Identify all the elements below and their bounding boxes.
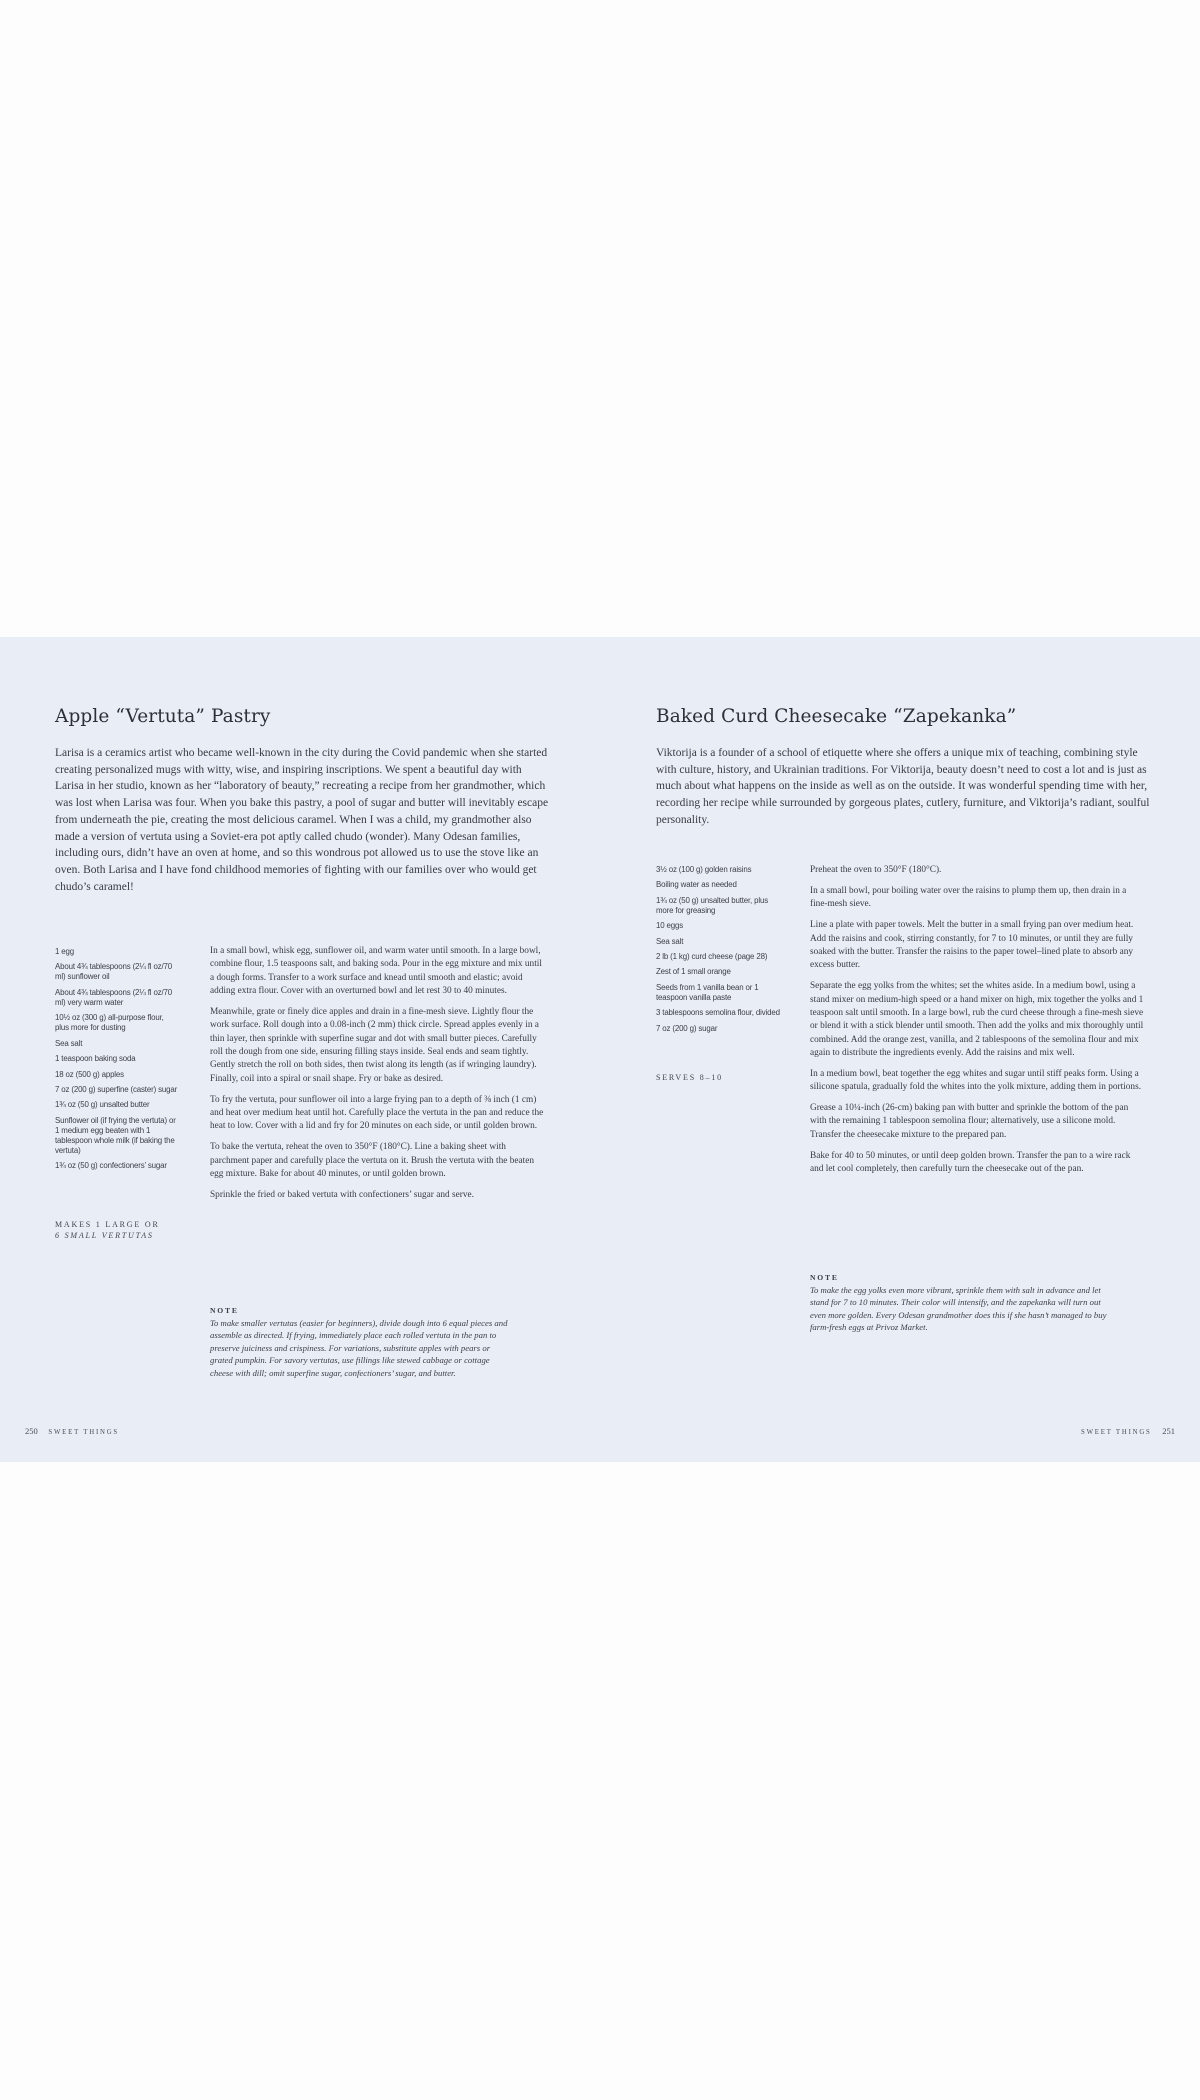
ingredient-item: Sea salt <box>55 1038 83 1048</box>
book-spread <box>0 637 1200 1462</box>
ingredient-item: Seeds from 1 vanilla bean or 1 teaspoon vanilla paste <box>656 982 759 1002</box>
method-step: Separate the egg yolks from the whites; set the whites aside. In a medium bowl, using a stand mixer on medium-high speed or a hand mixer on high, mix together the yolks and 1 teaspoon salt until smooth. In a large bowl, rub the curd cheese through a fine-mesh sieve or blend it with a stick blender until smooth. Then add the yolks and mix thoroughly until combined. Add the orange zest, vanilla, and 2 tablespoons of the semolina flour and mix again to distribute the ingredients evenly. Add the raisins and mix well. <box>810 981 1144 1058</box>
ingredient-item: Sea salt <box>656 936 684 946</box>
method-step: Meanwhile, grate or finely dice apples and drain in a fine-mesh sieve. Lightly flour the work surface. Roll dough into a 0.08-inch (2 mm) thick circle. Spread apples evenly in a thin layer, then sprinkle with superfine sugar and dot with small butter pieces. Carefully roll the dough from one side, ensuring filling stays inside. Seal ends and seam tightly. Gently stretch the roll on both sides, then twist along its length (as if wringing laundry). Finally, coil into a spiral or snail shape. Fry or bake as desired. <box>210 1006 539 1084</box>
page-footer <box>25 1426 119 1436</box>
ingredient-item: 10½ oz (300 g) all-purpose flour, plus more for dusting <box>55 1013 164 1033</box>
right-page <box>600 637 1200 1462</box>
ingredient-item: 3½ oz (100 g) golden raisins <box>656 865 752 874</box>
recipe-method <box>810 864 1146 1184</box>
yield-line: MAKES 1 LARGE OR <box>55 1220 160 1229</box>
ingredient-item: 18 oz (500 g) apples <box>55 1069 124 1079</box>
ingredient-item: 1 teaspoon baking soda <box>55 1054 136 1064</box>
note-label: NOTE <box>210 1306 239 1315</box>
method-step: Grease a 10¼-inch (26-cm) baking pan with butter and sprinkle the bottom of the pan with the remaining 1 tablespoon semolina flour; alternatively, use a silicone mold. Transfer the cheesecake mixture to the prepared pan. <box>810 1103 1129 1140</box>
recipe-note <box>210 1306 512 1379</box>
ingredient-item: Boiling water as needed <box>656 880 737 890</box>
section-title: SWEET THINGS <box>48 1429 119 1436</box>
page-number: 250 <box>25 1426 38 1436</box>
section-title: SWEET THINGS <box>1081 1429 1152 1436</box>
ingredient-item: 10 eggs <box>656 921 684 931</box>
page-number: 251 <box>1162 1426 1175 1436</box>
note-text: To make the egg yolks even more vibrant, sprinkle them with salt in advance and let stand for 7 to 10 minutes. Their color will intensify, and the zapekanka will turn out even more golden. Every Odesan grandmother does this if she hasn’t managed to buy farm-fresh eggs at Privoz Market. <box>810 1285 1107 1333</box>
recipe-method <box>210 945 546 1210</box>
ingredient-item: 1 egg <box>55 947 74 956</box>
ingredient-item: 1¾ oz (50 g) confectioners’ sugar <box>55 1161 167 1171</box>
ingredient-item: About 4¾ tablespoons (2¼ fl oz/70 ml) sunflower oil <box>55 962 173 982</box>
method-step: To fry the vertuta, pour sunflower oil into a large frying pan to a depth of ⅜ inch (1 cm) and heat over medium heat until hot. Carefully place the vertuta in the pan and reduce the heat to low. Cover with a lid and fry for 20 minutes on each side, or until golden brown. <box>210 1094 544 1132</box>
recipe-title: Baked Curd Cheesecake “Zapekanka” <box>656 706 1017 727</box>
recipe-intro: Larisa is a ceramics artist who became well-known in the city during the Covid pandemic when she started creating personalized mugs with witty, wise, and inspiring inscriptions. We spent a beautiful day with Larisa in her studio, known as her “laboratory of beauty,” recreating a recipe from her grandmother, which was lost when Larisa was four. When you bake this pastry, a pool of sugar and butter will inevitably escape from underneath the pie, creating the most delicious caramel. When I was a child, my grandmother also made a version of vertuta using a Soviet-era pot aptly called chudo (wonder). Many Odesan families, including ours, didn’t have an oven at home, and so this wondrous pot allowed us to use the stove like an oven. Both Larisa and I have fond childhood memories of fighting with our families over who would get chudo’s caramel! <box>55 747 549 893</box>
ingredient-list <box>55 947 179 1177</box>
recipe-yield <box>55 1219 179 1241</box>
ingredient-item: 1¾ oz (50 g) unsalted butter <box>55 1100 150 1110</box>
method-step: To bake the vertuta, reheat the oven to 350°F (180°C). Line a baking sheet with parchment paper and carefully place the vertuta on it. Brush the vertuta with the beaten egg mixture. Bake for about 40 minutes, or until golden brown. <box>210 1142 534 1179</box>
note-text: To make smaller vertutas (easier for beginners), divide dough into 6 equal pieces and assemble as directed. If frying, immediately place each rolled vertuta in the pan to preserve juiciness and crispiness. For variations, substitute apples with pears or grated pumpkin. For savory vertutas, use fillings like stewed cabbage or cottage cheese with dill; omit superfine sugar, confectioners’ sugar, and butter. <box>210 1318 508 1378</box>
recipe-intro: Viktorija is a founder of a school of etiquette where she offers a unique mix of teaching, combining style with culture, history, and Ukrainian traditions. For Viktorija, beauty doesn’t need to cost a lot and is just as much about what happens on the inside as well as on the outside. It was wonderful spending time with her, recording her recipe while surrounded by gorgeous plates, cutlery, furniture, and Viktorija’s radiant, soulful personality. <box>656 747 1150 826</box>
ingredient-item: 3 tablespoons semolina flour, divided <box>656 1008 780 1018</box>
ingredient-item: Sunflower oil (if frying the vertuta) or 1 medium egg beaten with 1 tablespoon whole milk (if baking the vertuta) <box>55 1115 176 1156</box>
ingredient-list <box>656 865 780 1039</box>
method-step: Bake for 40 to 50 minutes, or until deep golden brown. Transfer the pan to a wire rack and let cool completely, then carefully turn the cheesecake out of the pan. <box>810 1150 1131 1175</box>
left-page <box>0 637 600 1462</box>
yield-line: 6 SMALL VERTUTAS <box>55 1231 154 1240</box>
recipe-title: Apple “Vertuta” Pastry <box>55 706 271 727</box>
method-step: Line a plate with paper towels. Melt the butter in a small frying pan over medium heat. Add the raisins and cook, stirring constantly, for 7 to 10 minutes, or until they are fully soaked with the butter. Transfer the raisins to the paper towel–lined plate to absorb any excess butter. <box>810 920 1134 971</box>
ingredient-item: 1¾ oz (50 g) unsalted butter, plus more for greasing <box>656 895 769 915</box>
method-step: Sprinkle the fried or baked vertuta with confectioners’ sugar and serve. <box>210 1189 474 1200</box>
method-step: In a small bowl, whisk egg, sunflower oil, and warm water until smooth. In a large bowl, combine flour, 1.5 teaspoons salt, and baking soda. Pour in the egg mixture and mix until a dough forms. Transfer to a work surface and knead until smooth and elastic; avoid adding extra flour. Cover with an overturned bowl and let rest 30 to 40 minutes. <box>210 946 542 997</box>
recipe-yield: SERVES 8–10 <box>656 1073 723 1082</box>
ingredient-item: 7 oz (200 g) sugar <box>656 1023 718 1033</box>
method-step: Preheat the oven to 350°F (180°C). <box>810 865 942 875</box>
method-step: In a medium bowl, beat together the egg whites and sugar until stiff peaks form. Using a silicone spatula, gradually fold the whites into the yolk mixture, adding them in portions. <box>810 1068 1142 1093</box>
page-footer <box>1081 1426 1175 1436</box>
ingredient-item: 2 lb (1 kg) curd cheese (page 28) <box>656 952 768 962</box>
ingredient-item: 7 oz (200 g) superfine (caster) sugar <box>55 1085 178 1095</box>
note-label: NOTE <box>810 1273 839 1282</box>
ingredient-item: About 4¾ tablespoons (2¼ fl oz/70 ml) very warm water <box>55 987 173 1007</box>
ingredient-item: Zest of 1 small orange <box>656 967 731 977</box>
method-step: In a small bowl, pour boiling water over the raisins to plump them up, then drain in a fine-mesh sieve. <box>810 885 1127 910</box>
recipe-note <box>810 1273 1112 1334</box>
